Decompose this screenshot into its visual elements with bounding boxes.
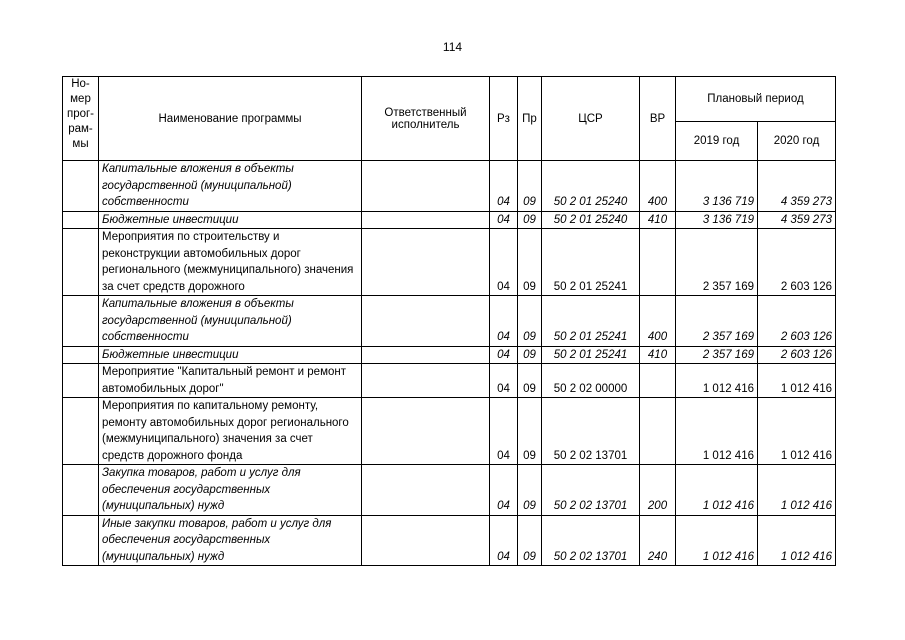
cell-csr: 50 2 01 25241 xyxy=(542,296,640,347)
header-planned-period: Плановый период xyxy=(676,77,836,122)
cell-executor xyxy=(362,364,490,398)
cell-vr xyxy=(640,229,676,296)
cell-amount-2020: 2 603 126 xyxy=(758,296,836,347)
cell-program-name: Бюджетные инвестиции xyxy=(99,346,362,364)
table-row xyxy=(63,161,836,212)
cell-executor xyxy=(362,465,490,516)
cell-amount-2019: 3 136 719 xyxy=(676,161,758,212)
cell-amount-2020: 1 012 416 xyxy=(758,398,836,465)
cell-pr: 09 xyxy=(518,161,542,212)
cell-vr: 410 xyxy=(640,346,676,364)
cell-csr: 50 2 02 13701 xyxy=(542,465,640,516)
cell-program-number xyxy=(63,229,99,296)
cell-csr: 50 2 02 13701 xyxy=(542,398,640,465)
cell-rz: 04 xyxy=(490,296,518,347)
cell-pr: 09 xyxy=(518,465,542,516)
cell-csr: 50 2 01 25240 xyxy=(542,161,640,212)
header-rz: Рз xyxy=(490,77,518,161)
cell-amount-2020: 4 359 273 xyxy=(758,211,836,229)
cell-executor xyxy=(362,398,490,465)
cell-amount-2019: 2 357 169 xyxy=(676,346,758,364)
header-csr: ЦСР xyxy=(542,77,640,161)
cell-amount-2020: 1 012 416 xyxy=(758,515,836,566)
header-program-number: Но- мер прог- рам- мы xyxy=(63,77,99,161)
table-row xyxy=(63,346,836,364)
cell-executor xyxy=(362,211,490,229)
cell-amount-2020: 4 359 273 xyxy=(758,161,836,212)
cell-amount-2020: 1 012 416 xyxy=(758,465,836,516)
cell-program-name: Бюджетные инвестиции xyxy=(99,211,362,229)
table-row xyxy=(63,465,836,516)
table-header xyxy=(63,77,836,161)
cell-amount-2019: 2 357 169 xyxy=(676,296,758,347)
cell-rz: 04 xyxy=(490,465,518,516)
cell-program-number xyxy=(63,161,99,212)
cell-program-number xyxy=(63,346,99,364)
budget-table xyxy=(62,76,836,566)
cell-amount-2020: 2 603 126 xyxy=(758,346,836,364)
cell-pr: 09 xyxy=(518,211,542,229)
cell-pr: 09 xyxy=(518,346,542,364)
header-pr: Пр xyxy=(518,77,542,161)
cell-vr: 240 xyxy=(640,515,676,566)
cell-program-number xyxy=(63,364,99,398)
cell-program-name: Капитальные вложения в объекты государственной (муниципальной) собственности xyxy=(99,296,362,347)
cell-executor xyxy=(362,346,490,364)
page-number: 114 xyxy=(442,40,463,54)
cell-rz: 04 xyxy=(490,229,518,296)
cell-program-name: Мероприятия по строительству и реконструкции автомобильных дорог регионального (межмуниципального) значения за счет средств дорожного xyxy=(99,229,362,296)
cell-amount-2020: 1 012 416 xyxy=(758,364,836,398)
cell-amount-2019: 1 012 416 xyxy=(676,364,758,398)
cell-program-number xyxy=(63,398,99,465)
cell-program-number xyxy=(63,515,99,566)
cell-executor xyxy=(362,161,490,212)
cell-pr: 09 xyxy=(518,398,542,465)
cell-vr xyxy=(640,364,676,398)
table-row xyxy=(63,364,836,398)
cell-executor xyxy=(362,296,490,347)
cell-amount-2019: 1 012 416 xyxy=(676,398,758,465)
cell-rz: 04 xyxy=(490,346,518,364)
cell-rz: 04 xyxy=(490,211,518,229)
cell-pr: 09 xyxy=(518,364,542,398)
cell-csr: 50 2 02 00000 xyxy=(542,364,640,398)
cell-amount-2019: 1 012 416 xyxy=(676,515,758,566)
header-vr: ВР xyxy=(640,77,676,161)
table-row xyxy=(63,229,836,296)
cell-csr: 50 2 02 13701 xyxy=(542,515,640,566)
table-row xyxy=(63,296,836,347)
cell-rz: 04 xyxy=(490,515,518,566)
cell-rz: 04 xyxy=(490,364,518,398)
cell-vr: 400 xyxy=(640,161,676,212)
cell-program-number xyxy=(63,296,99,347)
cell-executor xyxy=(362,229,490,296)
header-year-2019: 2019 год xyxy=(676,122,758,161)
cell-csr: 50 2 01 25240 xyxy=(542,211,640,229)
cell-program-name: Мероприятия по капитальному ремонту, ремонту автомобильных дорог регионального (межмуниципального) значения за счет средств дорожного фонда xyxy=(99,398,362,465)
cell-amount-2019: 3 136 719 xyxy=(676,211,758,229)
cell-csr: 50 2 01 25241 xyxy=(542,229,640,296)
table-row xyxy=(63,211,836,229)
cell-rz: 04 xyxy=(490,398,518,465)
cell-vr xyxy=(640,398,676,465)
cell-amount-2019: 2 357 169 xyxy=(676,229,758,296)
header-program-name: Наименование программы xyxy=(99,77,362,161)
table-row xyxy=(63,515,836,566)
cell-vr: 410 xyxy=(640,211,676,229)
cell-program-number xyxy=(63,211,99,229)
header-executor: Ответственный исполнитель xyxy=(362,77,490,161)
cell-vr: 400 xyxy=(640,296,676,347)
cell-amount-2020: 2 603 126 xyxy=(758,229,836,296)
cell-rz: 04 xyxy=(490,161,518,212)
cell-pr: 09 xyxy=(518,229,542,296)
cell-program-name: Капитальные вложения в объекты государственной (муниципальной) собственности xyxy=(99,161,362,212)
cell-program-name: Иные закупки товаров, работ и услуг для обеспечения государственных (муниципальных) нужд xyxy=(99,515,362,566)
header-year-2020: 2020 год xyxy=(758,122,836,161)
table-body xyxy=(63,161,836,566)
cell-program-name: Мероприятие "Капитальный ремонт и ремонт автомобильных дорог" xyxy=(99,364,362,398)
cell-pr: 09 xyxy=(518,515,542,566)
cell-executor xyxy=(362,515,490,566)
cell-program-number xyxy=(63,465,99,516)
cell-vr: 200 xyxy=(640,465,676,516)
cell-amount-2019: 1 012 416 xyxy=(676,465,758,516)
cell-csr: 50 2 01 25241 xyxy=(542,346,640,364)
cell-program-name: Закупка товаров, работ и услуг для обеспечения государственных (муниципальных) нужд xyxy=(99,465,362,516)
cell-pr: 09 xyxy=(518,296,542,347)
table-row xyxy=(63,398,836,465)
